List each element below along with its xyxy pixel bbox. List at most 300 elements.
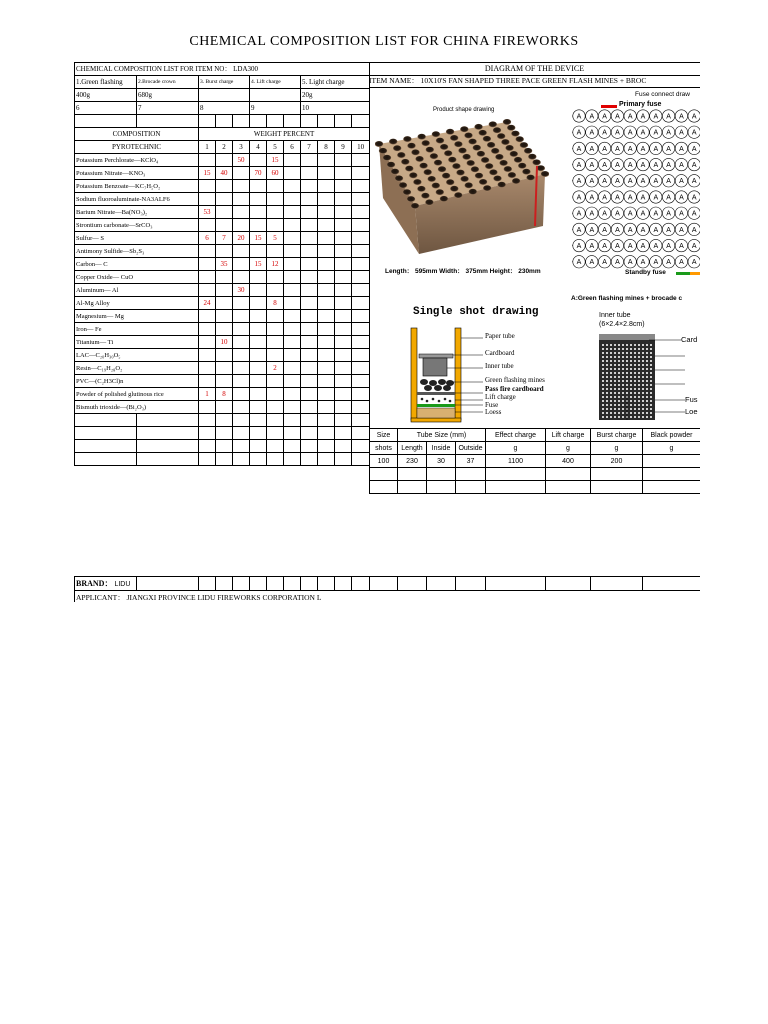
tube-hole bbox=[446, 179, 454, 185]
tube-hole bbox=[498, 182, 506, 188]
tube-dot bbox=[646, 392, 648, 394]
spec-value: 230 bbox=[398, 455, 427, 468]
weight-value bbox=[267, 180, 284, 193]
tube-dot bbox=[646, 356, 648, 358]
tube-dot bbox=[606, 408, 608, 410]
fuse-connect-label: Fuse connect draw bbox=[635, 91, 690, 98]
composition-row bbox=[75, 362, 370, 375]
tube-dot bbox=[606, 372, 608, 374]
num-10: 10 bbox=[301, 102, 370, 115]
weight-value bbox=[284, 193, 301, 206]
fuse-cell-letter: A bbox=[589, 210, 595, 218]
weight-value bbox=[233, 323, 250, 336]
tube-dot bbox=[638, 412, 640, 414]
fuse-cell-letter: A bbox=[666, 210, 671, 218]
weight-value bbox=[233, 258, 250, 271]
fuse-cell-letter: A bbox=[691, 162, 697, 169]
tube-dot bbox=[614, 352, 616, 354]
tube-hole bbox=[411, 149, 419, 155]
tube-dot bbox=[618, 396, 620, 398]
tube-hole bbox=[458, 148, 466, 154]
tube-dot bbox=[614, 396, 616, 398]
tube-dot bbox=[642, 396, 644, 398]
weight-value bbox=[267, 219, 284, 232]
weight-value bbox=[267, 323, 284, 336]
composition-row bbox=[75, 180, 370, 193]
tube-hole bbox=[460, 176, 468, 182]
weight-value bbox=[318, 401, 335, 414]
weight-value bbox=[284, 154, 301, 167]
fuse-cell-letter: A bbox=[602, 226, 607, 234]
page-title: CHEMICAL COMPOSITION LIST FOR CHINA FIREWORKS bbox=[189, 34, 579, 49]
tube-dot bbox=[610, 408, 612, 410]
fuse-cell-letter: A bbox=[589, 145, 595, 153]
side-label-loess: Loe bbox=[685, 407, 698, 416]
tube-hole bbox=[528, 154, 536, 160]
weight-value bbox=[233, 271, 250, 284]
weight-value bbox=[335, 193, 352, 206]
weight-value bbox=[352, 349, 370, 362]
tube-hole bbox=[475, 173, 483, 179]
weight-value: 6 bbox=[199, 232, 216, 245]
chemical-name: Potassium Nitrate—KNO₃ bbox=[75, 167, 199, 180]
fuse-cell-letter: A bbox=[666, 145, 671, 153]
col-number: 2 bbox=[216, 141, 233, 154]
tube-hole bbox=[499, 160, 507, 166]
weight-value bbox=[267, 336, 284, 349]
tube-hole bbox=[446, 129, 454, 135]
weight-3 bbox=[199, 89, 250, 102]
tube-dot bbox=[646, 396, 648, 398]
chemical-name: Strontium carbonate—SrCO₃ bbox=[75, 219, 199, 232]
fuse-cell-letter: A bbox=[640, 210, 646, 218]
tube-dot bbox=[630, 384, 632, 386]
tube-hole bbox=[375, 141, 383, 147]
single-shot-label: Cardboard bbox=[485, 349, 515, 357]
weight-value bbox=[250, 219, 267, 232]
fuse-cell-letter: A bbox=[627, 129, 633, 137]
fuse-cell-letter: A bbox=[602, 113, 607, 121]
weight-value bbox=[284, 323, 301, 336]
tube-dot bbox=[634, 412, 636, 414]
composition-label: COMPOSITION bbox=[75, 128, 199, 141]
weight-value bbox=[267, 375, 284, 388]
weight-value bbox=[284, 401, 301, 414]
tube-dot bbox=[634, 400, 636, 402]
tube-hole bbox=[407, 143, 415, 149]
tube-hole bbox=[508, 172, 516, 178]
tube-dot bbox=[622, 364, 624, 366]
fuse-cell-letter: A bbox=[666, 194, 671, 202]
tube-hole bbox=[473, 145, 481, 151]
tube-dot bbox=[642, 392, 644, 394]
tube-dot bbox=[602, 356, 604, 358]
weight-value bbox=[216, 193, 233, 206]
tube-dot bbox=[606, 344, 608, 346]
fuse-cell-letter: A bbox=[576, 210, 582, 218]
tube-hole bbox=[424, 169, 432, 175]
weight-value bbox=[352, 388, 370, 401]
col-number: 10 bbox=[352, 141, 370, 154]
standby-fuse-marker bbox=[676, 272, 690, 275]
tube-dot bbox=[618, 388, 620, 390]
weight-value bbox=[250, 271, 267, 284]
chemical-name: Carbon— C bbox=[75, 258, 199, 271]
tube-dot bbox=[638, 416, 640, 418]
tube-dot bbox=[638, 360, 640, 362]
footer-table bbox=[74, 576, 700, 602]
weight-value bbox=[199, 154, 216, 167]
tube-dot bbox=[650, 408, 652, 410]
tube-dot bbox=[642, 344, 644, 346]
weight-value bbox=[318, 375, 335, 388]
fuse-cell-letter: A bbox=[589, 113, 595, 121]
composition-row bbox=[75, 193, 370, 206]
fuse-cell-letter: A bbox=[679, 226, 684, 234]
weight-value bbox=[250, 154, 267, 167]
tube-dot bbox=[602, 396, 604, 398]
tube-hole bbox=[495, 154, 503, 160]
spec-subheader: g bbox=[546, 442, 591, 455]
tube-dot bbox=[626, 368, 628, 370]
tube-dot bbox=[630, 396, 632, 398]
tube-dot bbox=[646, 368, 648, 370]
fuse-cell-letter: A bbox=[627, 243, 633, 250]
fuse-cell-letter: A bbox=[615, 210, 620, 218]
tube-dot bbox=[610, 360, 612, 362]
tube-dot bbox=[602, 376, 604, 378]
composition-row bbox=[75, 375, 370, 388]
item-name: ITEM NAME： 10X10'S FAN SHAPED THREE PACE GREEN FLASH MINES + BROC bbox=[369, 75, 700, 88]
applicant-line: APPLICANT： JIANGXI PROVINCE LIDU FIREWORKS CORPORATION L bbox=[75, 591, 701, 603]
tube-dot bbox=[622, 392, 624, 394]
fuse-cell-letter: A bbox=[691, 194, 697, 202]
chemical-name: Bismuth trioxide—(Bi₂O₃) bbox=[75, 401, 199, 414]
tube-dot bbox=[606, 384, 608, 386]
tube-dot bbox=[626, 372, 628, 374]
weight-value bbox=[216, 297, 233, 310]
fuse-cell-letter: A bbox=[691, 210, 697, 218]
weight-value bbox=[318, 167, 335, 180]
effect-3: 3. Burst charge bbox=[199, 76, 250, 89]
fuse-cell-letter: A bbox=[615, 129, 620, 137]
tube-hole bbox=[450, 186, 458, 192]
weight-value bbox=[301, 349, 318, 362]
tube-dot bbox=[606, 388, 608, 390]
tube-dot bbox=[618, 352, 620, 354]
composition-row bbox=[75, 284, 370, 297]
weight-value bbox=[301, 206, 318, 219]
tube-hole bbox=[411, 203, 419, 209]
fuse-cell-letter: A bbox=[666, 162, 671, 169]
weight-value bbox=[233, 167, 250, 180]
weight-value: 30 bbox=[233, 284, 250, 297]
tube-dot bbox=[630, 380, 632, 382]
fuse-cell-letter: A bbox=[640, 145, 646, 153]
tube-hole bbox=[493, 176, 501, 182]
tube-dot bbox=[622, 404, 624, 406]
col-number: 3 bbox=[233, 141, 250, 154]
tube-hole bbox=[497, 133, 505, 139]
tube-dot bbox=[602, 412, 604, 414]
weight-value bbox=[284, 258, 301, 271]
weight-value bbox=[233, 206, 250, 219]
tube-dot bbox=[650, 344, 652, 346]
tube-hole bbox=[421, 193, 429, 199]
fuse-cell-letter: A bbox=[679, 210, 684, 218]
fuse-cell-letter: A bbox=[602, 162, 607, 169]
fuse-cell-letter: A bbox=[576, 162, 582, 169]
weight-value bbox=[284, 271, 301, 284]
fuse-cell-letter: A bbox=[615, 259, 620, 267]
weight-value bbox=[284, 349, 301, 362]
tube-dot bbox=[650, 380, 652, 382]
tube-hole bbox=[440, 196, 448, 202]
weight-value bbox=[216, 245, 233, 258]
weight-value bbox=[250, 206, 267, 219]
spec-subheader: Length bbox=[398, 442, 427, 455]
tube-dot bbox=[602, 380, 604, 382]
tube-dot bbox=[610, 364, 612, 366]
weight-value bbox=[233, 401, 250, 414]
tube-hole bbox=[511, 131, 519, 137]
tube-dot bbox=[618, 408, 620, 410]
weight-value bbox=[250, 375, 267, 388]
tube-dot bbox=[646, 408, 648, 410]
single-shot-label: Paper tube bbox=[485, 332, 515, 340]
single-shot-title: Single shot drawing bbox=[413, 306, 539, 318]
tube-hole bbox=[397, 152, 405, 158]
weight-value bbox=[335, 206, 352, 219]
tube-dot bbox=[634, 380, 636, 382]
tube-dot bbox=[638, 368, 640, 370]
spec-subheader: Inside bbox=[427, 442, 456, 455]
tube-dot bbox=[610, 356, 612, 358]
brand-value: LIDU bbox=[114, 581, 131, 588]
tube-dot bbox=[610, 344, 612, 346]
tube-hole bbox=[467, 160, 475, 166]
tube-dot bbox=[634, 360, 636, 362]
weight-value bbox=[352, 375, 370, 388]
tube-hole bbox=[507, 125, 515, 131]
weight-value bbox=[233, 336, 250, 349]
chemical-name: Potassium Perchlorate—KClO₄ bbox=[75, 154, 199, 167]
fuse-cell-letter: A bbox=[640, 113, 646, 121]
num-9: 9 bbox=[250, 102, 301, 115]
chemical-name: Barium Nitrate—Ba(NO₃)₂ bbox=[75, 206, 199, 219]
weight-value bbox=[352, 232, 370, 245]
tube-dot bbox=[638, 408, 640, 410]
weight-value bbox=[267, 245, 284, 258]
weight-value bbox=[352, 362, 370, 375]
chemical-name: Iron— Fe bbox=[75, 323, 199, 336]
weight-value bbox=[301, 258, 318, 271]
chemical-name: LAC—C₂₀H₃₀O₅ bbox=[75, 349, 199, 362]
tube-dot bbox=[618, 380, 620, 382]
tube-hole bbox=[391, 169, 399, 175]
weight-value: 15 bbox=[199, 167, 216, 180]
tube-hole bbox=[512, 178, 520, 184]
tube-hole bbox=[387, 162, 395, 168]
tube-dot bbox=[650, 348, 652, 350]
weight-value: 2 bbox=[267, 362, 284, 375]
tube-dot bbox=[606, 376, 608, 378]
tube-dot bbox=[630, 408, 632, 410]
tube-dot bbox=[610, 404, 612, 406]
weight-value bbox=[250, 245, 267, 258]
tube-dot bbox=[618, 348, 620, 350]
weight-value bbox=[250, 193, 267, 206]
chemical-name: Magnesium— Mg bbox=[75, 310, 199, 323]
tube-dot bbox=[622, 380, 624, 382]
tube-dot bbox=[626, 380, 628, 382]
inner-tube-label: Inner tube bbox=[599, 312, 631, 319]
weight-value: 8 bbox=[267, 297, 284, 310]
weight-percent-label: WEIGHT PERCENT bbox=[199, 128, 370, 141]
weight-value bbox=[216, 310, 233, 323]
weight-value bbox=[284, 375, 301, 388]
tube-hole bbox=[526, 175, 534, 181]
tube-dot bbox=[618, 392, 620, 394]
tube-hole bbox=[436, 189, 444, 195]
chemical-name: Powder of polished glutinous rice bbox=[75, 388, 199, 401]
fuse-cell-letter: A bbox=[640, 129, 646, 137]
tube-dot bbox=[646, 412, 648, 414]
weight-value bbox=[216, 401, 233, 414]
tube-dot bbox=[614, 412, 616, 414]
weight-2: 680g bbox=[137, 89, 199, 102]
composition-row bbox=[75, 258, 370, 271]
tube-hole bbox=[413, 179, 421, 185]
tube-hole bbox=[403, 136, 411, 142]
weight-value bbox=[335, 388, 352, 401]
tube-dot bbox=[622, 388, 624, 390]
tube-dot bbox=[610, 372, 612, 374]
weight-value bbox=[301, 193, 318, 206]
weight-value: 15 bbox=[267, 154, 284, 167]
spec-h-burst: Burst charge bbox=[591, 429, 643, 442]
tube-dot bbox=[606, 380, 608, 382]
weight-value bbox=[352, 336, 370, 349]
legend-a: A:Green flashing mines + brocade c bbox=[571, 295, 683, 302]
weight-value bbox=[352, 297, 370, 310]
weight-value: 15 bbox=[250, 258, 267, 271]
weight-value: 15 bbox=[250, 232, 267, 245]
fuse-cell-letter: A bbox=[691, 145, 697, 153]
effect-5: 5. Light charge bbox=[301, 76, 370, 89]
tube-dot bbox=[614, 408, 616, 410]
tube-dot bbox=[618, 360, 620, 362]
fuse-cell-letter: A bbox=[627, 178, 633, 186]
tube-hole bbox=[487, 142, 495, 148]
standby-fuse-end bbox=[690, 272, 700, 275]
tube-dot bbox=[646, 380, 648, 382]
weight-value bbox=[233, 245, 250, 258]
weight-value bbox=[335, 375, 352, 388]
tube-hole bbox=[395, 175, 403, 181]
tube-dot bbox=[638, 400, 640, 402]
effect-2: 2.Brocade crown bbox=[137, 76, 199, 89]
tube-dot bbox=[614, 404, 616, 406]
spec-value: 400 bbox=[546, 455, 591, 468]
weight-value bbox=[284, 245, 301, 258]
tube-hole bbox=[418, 134, 426, 140]
tube-dot bbox=[646, 388, 648, 390]
weight-value bbox=[301, 388, 318, 401]
weight-value bbox=[318, 154, 335, 167]
tube-dot bbox=[630, 364, 632, 366]
tube-dot bbox=[630, 344, 632, 346]
tube-dot bbox=[618, 344, 620, 346]
weight-value bbox=[199, 271, 216, 284]
fuse-cell-letter: A bbox=[679, 145, 684, 153]
composition-row bbox=[75, 310, 370, 323]
tube-hole bbox=[448, 157, 456, 163]
weight-value bbox=[318, 193, 335, 206]
pyrotechnic-label: PYROTECHNIC bbox=[75, 141, 199, 154]
weight-value bbox=[284, 388, 301, 401]
tube-dot bbox=[622, 372, 624, 374]
tube-hole bbox=[460, 126, 468, 132]
fuse-cell-letter: A bbox=[576, 259, 582, 267]
spec-h-black: Black powder bbox=[643, 429, 701, 442]
diagram-header: DIAGRAM OF THE DEVICE bbox=[369, 62, 700, 76]
num-7: 7 bbox=[137, 102, 199, 115]
tube-dot bbox=[650, 404, 652, 406]
weight-value bbox=[199, 336, 216, 349]
tube-dot bbox=[642, 380, 644, 382]
fuse-cell-letter: A bbox=[653, 243, 659, 250]
tube-dot bbox=[642, 352, 644, 354]
inner-tube-size: (6×2.4×2.8cm) bbox=[599, 321, 645, 328]
tube-dot bbox=[642, 356, 644, 358]
fuse-cell-letter: A bbox=[666, 178, 671, 186]
tube-dot bbox=[610, 380, 612, 382]
weight-value bbox=[199, 323, 216, 336]
fuse-cell-letter: A bbox=[589, 243, 595, 250]
tube-hole bbox=[399, 182, 407, 188]
weight-value: 5 bbox=[267, 232, 284, 245]
tube-dot bbox=[610, 416, 612, 418]
weight-value bbox=[318, 206, 335, 219]
tube-dot bbox=[630, 376, 632, 378]
tube-hole bbox=[514, 157, 522, 163]
composition-row bbox=[75, 323, 370, 336]
tube-dot bbox=[618, 368, 620, 370]
fuse-cell-letter: A bbox=[615, 226, 620, 234]
fuse-cell-letter: A bbox=[589, 194, 595, 202]
weight-value bbox=[301, 219, 318, 232]
tube-hole bbox=[503, 119, 511, 125]
tube-hole bbox=[469, 189, 477, 195]
tube-dot bbox=[634, 352, 636, 354]
tube-dot bbox=[610, 384, 612, 386]
tube-hole bbox=[477, 151, 485, 157]
tube-hole bbox=[516, 136, 524, 142]
tube-dot bbox=[622, 396, 624, 398]
composition-row bbox=[75, 388, 370, 401]
tube-dot bbox=[646, 376, 648, 378]
fuse-cell-letter: A bbox=[640, 178, 646, 186]
fuse-cell-letter: A bbox=[691, 113, 697, 121]
fuse-cell-letter: A bbox=[602, 145, 607, 153]
tube-dot bbox=[630, 412, 632, 414]
tube-hole bbox=[438, 166, 446, 172]
tube-dot bbox=[610, 396, 612, 398]
tube-dot bbox=[614, 384, 616, 386]
fuse-cell-letter: A bbox=[666, 113, 671, 121]
weight-value bbox=[301, 297, 318, 310]
